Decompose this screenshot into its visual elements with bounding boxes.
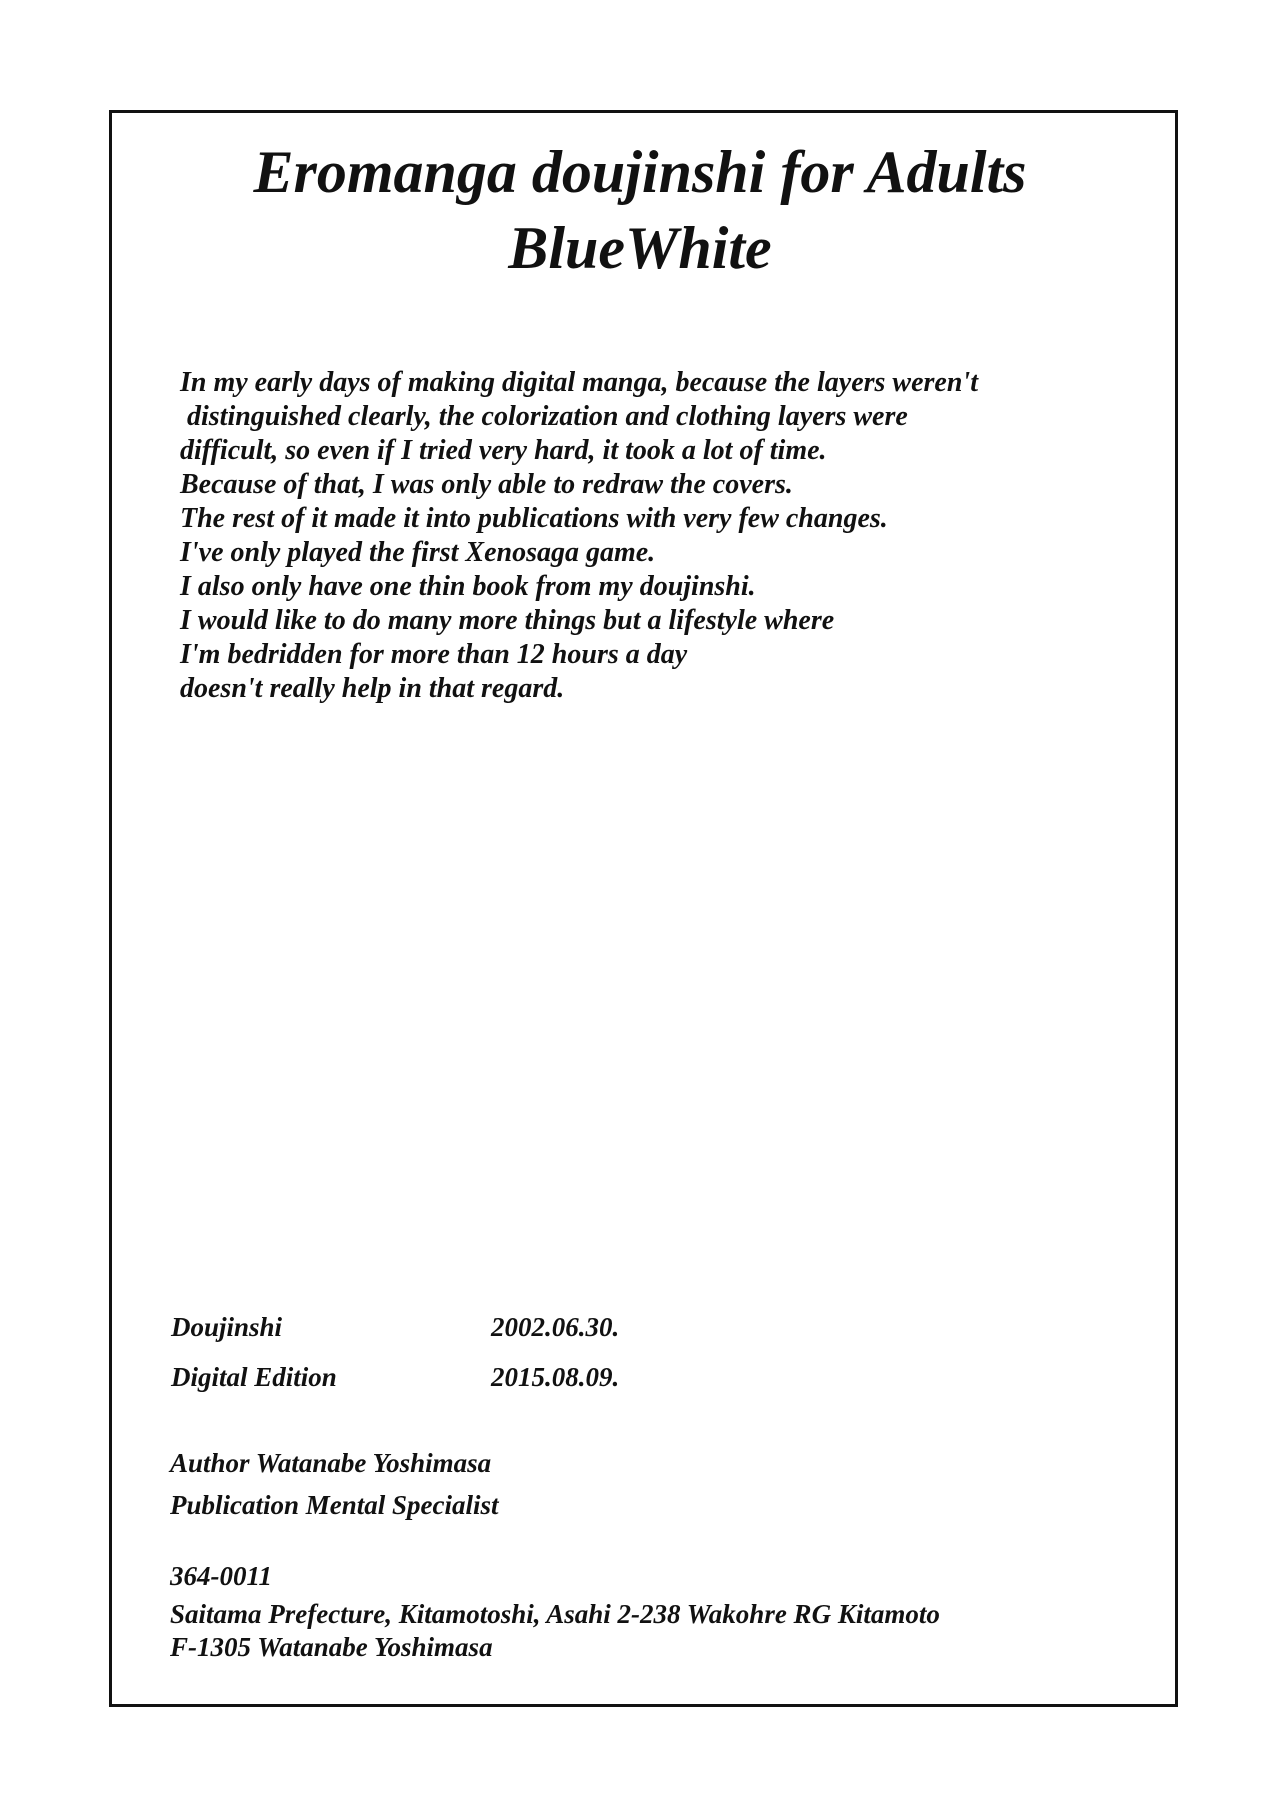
publication-credit: Publication Mental Specialist: [170, 1490, 499, 1520]
edition-date: 2002.06.30.: [491, 1312, 620, 1342]
body-line: I would like to do many more things but a lifestyle where: [180, 605, 835, 636]
edition-date: 2015.08.09.: [491, 1362, 620, 1392]
title-line-2: BlueWhite: [508, 215, 772, 281]
body-line: difficult, so even if I tried very hard, it took a lot of time.: [180, 435, 827, 466]
address-line-2: F-1305 Watanabe Yoshimasa: [170, 1632, 493, 1662]
afterword-text: [180, 366, 978, 706]
author-credit: Author Watanabe Yoshimasa: [170, 1448, 492, 1478]
address-line-1: Saitama Prefecture, Kitamotoshi, Asahi 2-238 Wakohre RG Kitamoto: [170, 1599, 940, 1629]
edition-label: Digital Edition: [171, 1362, 337, 1392]
body-line: I'm bedridden for more than 12 hours a day: [180, 639, 688, 670]
body-line: The rest of it made it into publications with very few changes.: [180, 503, 888, 534]
edition-label: Doujinshi: [171, 1312, 283, 1342]
title-line-1: Eromanga doujinshi for Adults: [253, 139, 1027, 205]
body-line: Because of that, I was only able to redraw the covers.: [180, 469, 793, 500]
body-line: distinguished clearly, the colorization and clothing layers were: [180, 401, 908, 432]
body-line: doesn't really help in that regard.: [180, 673, 565, 704]
postal-code: 364-0011: [170, 1561, 273, 1591]
body-line: I also only have one thin book from my doujinshi.: [180, 571, 756, 602]
body-line: I've only played the first Xenosaga game.: [180, 537, 656, 568]
body-line: In my early days of making digital manga, because the layers weren't: [180, 367, 978, 398]
